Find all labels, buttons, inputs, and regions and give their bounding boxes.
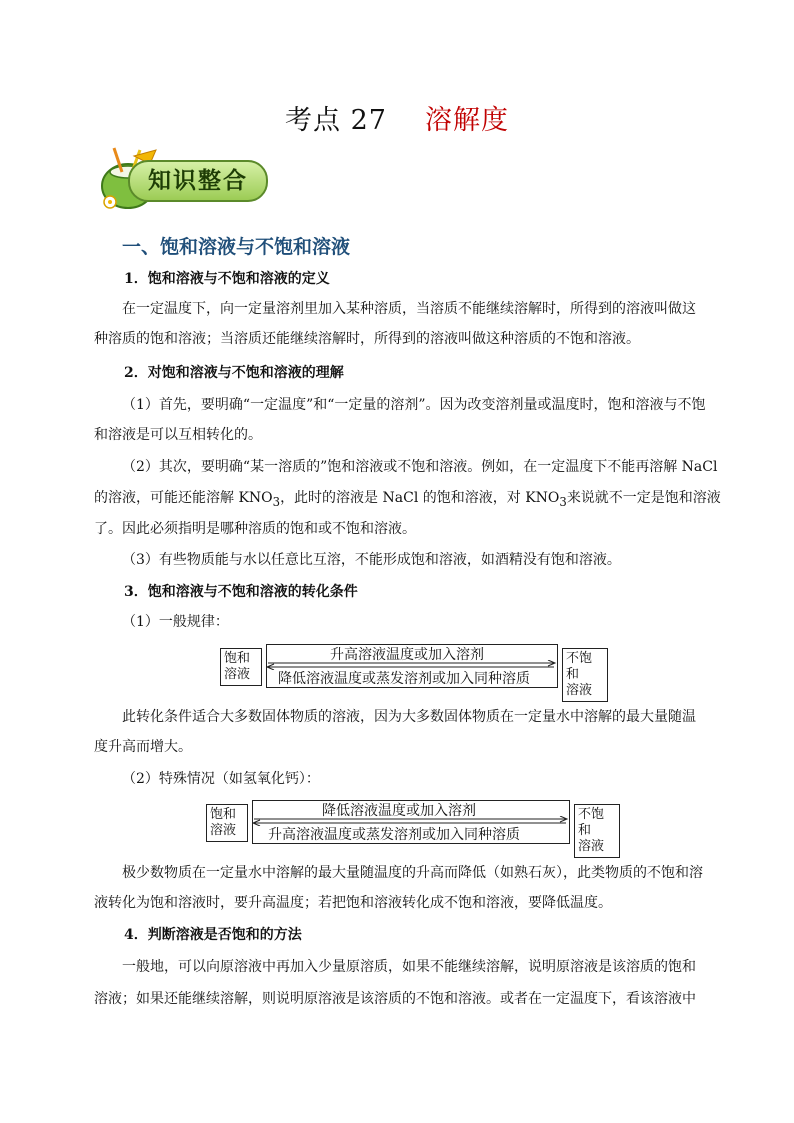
title-number: 考点 27 xyxy=(285,105,387,136)
paragraph-line: （3）有些物质能与水以任意比互溶，不能形成饱和溶液，如酒精没有饱和溶液。 xyxy=(122,552,621,568)
text-run: ，此时的溶液是 NaCl 的饱和溶液，对 KNO xyxy=(280,490,560,506)
unsaturated-box xyxy=(562,648,608,702)
box-line: 溶液 xyxy=(566,683,593,698)
unsaturated-box xyxy=(574,804,620,858)
forward-condition: 降低溶液温度或加入溶剂 xyxy=(322,803,476,819)
box-line: 溶液 xyxy=(224,667,251,682)
paragraph-line: 溶液；如果还能继续溶解，则说明原溶液是该溶质的不饱和溶液。或者在一定温度下，看该溶液中 xyxy=(94,991,696,1007)
saturated-box xyxy=(220,648,262,686)
subsection-heading-2: 2．对饱和溶液与不饱和溶液的理解 xyxy=(124,365,344,381)
box-line: 不饱和 xyxy=(578,807,605,838)
subsection-heading-3: 3．饱和溶液与不饱和溶液的转化条件 xyxy=(124,584,358,600)
paragraph-line: 和溶液是可以互相转化的。 xyxy=(94,427,262,443)
title-topic: 溶解度 xyxy=(424,105,509,136)
paragraph-line: （2）特殊情况（如氢氧化钙）： xyxy=(122,771,320,787)
paragraph-line: （1）一般规律： xyxy=(122,614,229,630)
paragraph-line: （1）首先，要明确“一定温度”和“一定量的溶剂”。因为改变溶剂量或温度时，饱和溶液与不饱 xyxy=(122,397,706,413)
backward-condition: 升高溶液温度或蒸发溶剂或加入同种溶质 xyxy=(268,827,520,843)
subsection-heading-1: 1．饱和溶液与不饱和溶液的定义 xyxy=(124,271,330,287)
box-line: 不饱和 xyxy=(566,651,593,682)
forward-condition: 升高溶液温度或加入溶剂 xyxy=(330,647,484,663)
paragraph-line: 此转化条件适合大多数固体物质的溶液，因为大多数固体物质在一定量水中溶解的最大量随温 xyxy=(122,709,696,725)
box-line: 溶液 xyxy=(210,823,237,838)
paragraph-line: 极少数物质在一定量水中溶解的最大量随温度的升高而降低（如熟石灰），此类物质的不饱和溶 xyxy=(122,865,703,881)
backward-condition: 降低溶液温度或蒸发溶剂或加入同种溶质 xyxy=(278,671,530,687)
conversion-diagram-general xyxy=(220,640,606,698)
paragraph-line: （2）其次，要明确“某一溶质的”饱和溶液或不饱和溶液。例如，在一定温度下不能再溶解 NaCl xyxy=(122,459,718,475)
subscript: 3 xyxy=(272,494,281,509)
paragraph-line: 液转化为饱和溶液时，要升高温度；若把饱和溶液转化成不饱和溶液，要降低温度。 xyxy=(94,895,612,911)
subsection-heading-4: 4．判断溶液是否饱和的方法 xyxy=(124,927,302,943)
box-line: 溶液 xyxy=(578,839,605,854)
section-heading: 一、饱和溶液与不饱和溶液 xyxy=(122,236,351,258)
text-run: 来说就不一定是饱和溶液 xyxy=(566,490,721,506)
page-title xyxy=(0,98,794,137)
box-line: 饱和 xyxy=(210,807,237,822)
paragraph-line xyxy=(94,487,721,509)
paragraph-line: 度升高而增大。 xyxy=(94,739,192,755)
conversion-diagram-special xyxy=(206,796,620,854)
paragraph-line: 种溶质的饱和溶液；当溶质还能继续溶解时，所得到的溶液叫做这种溶质的不饱和溶液。 xyxy=(94,331,640,347)
box-line: 饱和 xyxy=(224,651,251,666)
paragraph-line: 在一定温度下，向一定量溶剂里加入某种溶质，当溶质不能继续溶解时，所得到的溶液叫做这 xyxy=(122,301,696,317)
paragraph-line: 了。因此必须指明是哪种溶质的饱和或不饱和溶液。 xyxy=(94,521,416,537)
paragraph-line: 一般地，可以向原溶液中再加入少量原溶质，如果不能继续溶解，说明原溶液是该溶质的饱和 xyxy=(122,959,696,975)
knowledge-badge xyxy=(94,146,274,210)
saturated-box xyxy=(206,804,248,842)
badge-label: 知识整合 xyxy=(128,160,268,202)
text-run: 的溶液，可能还能溶解 KNO xyxy=(94,490,273,506)
subscript: 3 xyxy=(559,494,567,509)
